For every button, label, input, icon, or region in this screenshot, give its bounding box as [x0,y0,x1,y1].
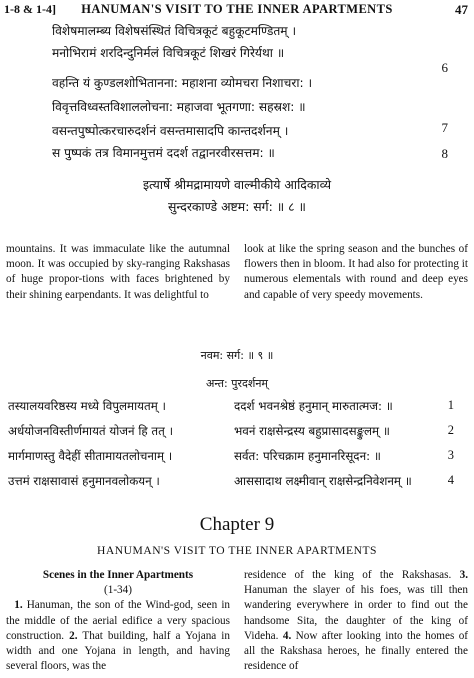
verse-number: 1 [447,398,454,412]
prose-left-column [6,242,230,303]
verse-line: विशेषमालम्ब्य विशेषसंस्थितं विचित्रकूटं बहुकूटमण्डितम् । [52,24,297,38]
verse-number: 3 [447,448,454,462]
verse-range-label: 1-8 & 1-4] [4,2,56,16]
verse-half-b: आससादाथ लक्ष्मीवान् राक्षसेन्द्रनिवेशनम् ॥ [234,474,412,488]
chapter-right-column [244,568,468,674]
paragraph-text: Hanuman the slayer of his foes, was till then wandering everywhere in order to find out the handsome Sita, the daughter of the king of Videha. [244,584,468,642]
scene-title: Scenes in the Inner Apartments [42,569,194,581]
verse-number: 2 [447,423,454,437]
colophon-line: इत्यार्षे श्रीमद्रामायणे वाल्मीकीये आदिकाव्ये [142,177,332,192]
summary-row [8,423,468,445]
page-number: 47 [455,2,468,17]
verse-line: वसन्तपुष्पोत्करचारुदर्शनं वसन्तमासादपि कान्तदर्शनम् । [52,124,289,138]
verse-number: 7 [441,120,448,135]
prose-paragraph [6,598,230,674]
verse-half-a: अर्धयोजनविस्तीर्णमायतं योजनं हि तत् । [8,424,174,438]
verse-half-a: मार्गमाणस्तु वैदेहीं सीतामायतलोचनाम् । [8,449,173,463]
chapter-left-column [6,568,230,674]
colophon-line: सुन्दरकाण्डे अष्टम: सर्ग: ॥ ८ ॥ [168,199,306,214]
chapter-title: Chapter 9 [199,514,275,535]
prose-paragraph: look at like the spring season and the bunches of flowers then in bloom. It had also for protecting it numerous elementals with round and deep eyes and capable of very speedy movements. [244,243,468,301]
verse-half-a: तस्यालयवरिष्ठस्य मध्ये विपुलमायतम् । [8,399,166,413]
verse-number: 6 [441,60,448,75]
summary-row [8,398,468,420]
summary-row [8,448,468,470]
summary-row [8,473,468,495]
summary-label: अन्त: पुरदर्शनम् [205,377,268,390]
paragraph-text: Hanuman, the son of the Wind-god, seen in the middle of the aerial edifice a very spacious construction. [6,599,231,642]
running-header [0,0,474,22]
verse-half-b: सर्वत: परिचक्राम हनुमानरिसूदन: ॥ [234,449,381,463]
prose-paragraph [244,568,468,674]
verse-half-b: भवनं राक्षसेन्द्रस्य बहुप्रासादसङ्कुलम् ॥ [234,424,390,438]
paragraph-text: Now after looking into the homes of all the Rakshasa heroes, he finally entered the residence of [244,629,469,673]
canto-label: नवम: सर्ग: ॥ ९ ॥ [200,349,274,362]
paragraph-text: That building, half a Yojana in width and one Yojana in length, and having several floors, was the [6,629,231,673]
prose-right-column [244,242,468,303]
paragraph-text: residence of the king of the Rakshasas. [244,569,452,581]
verse-ref: 2. [69,629,78,642]
verse-half-a: उत्तमं राक्षसावासं हनुमानवलोकयन् । [8,474,160,488]
verse-ref: 1. [14,599,23,612]
verse-line: वहन्ति यं कुण्डलशोभितानना: महाशना व्योमचरा निशाचरा: । [52,76,313,90]
chapter-subtitle: HANUMAN'S VISIT TO THE INNER APARTMENTS [97,544,377,557]
verse-half-b: ददर्श भवनश्रेष्ठं हनुमान् मारुतात्मज: ॥ [234,399,393,413]
verse-line: स पुष्पकं तत्र विमानमुत्तमं ददर्श तद्वानरवीरसत्तम: ॥ [52,146,275,160]
verse-number: 4 [447,473,454,487]
verse-line: विवृत्तविध्वस्तविशाललोचना: महाजवा भूतगणा: सहस्रश: ॥ [52,100,306,114]
verse-ref: 3. [459,569,469,581]
running-title: HANUMAN'S VISIT TO THE INNER APARTMENTS [81,2,393,16]
verse-line: मनोभिरामं शरदिन्दुनिर्मलं विचित्रकूटं शिखरं गिरेर्यथा ॥ [52,46,285,60]
verse-number: 8 [441,146,448,161]
scene-range: (1-34) [104,584,132,597]
prose-paragraph: mountains. It was immaculate like the autumnal moon. It was occupied by sky-ranging Rakshasas of huge propor-tions with faces brightened by their shining earpendants. It was delightful to [6,243,230,301]
verse-ref: 4. [282,629,292,642]
